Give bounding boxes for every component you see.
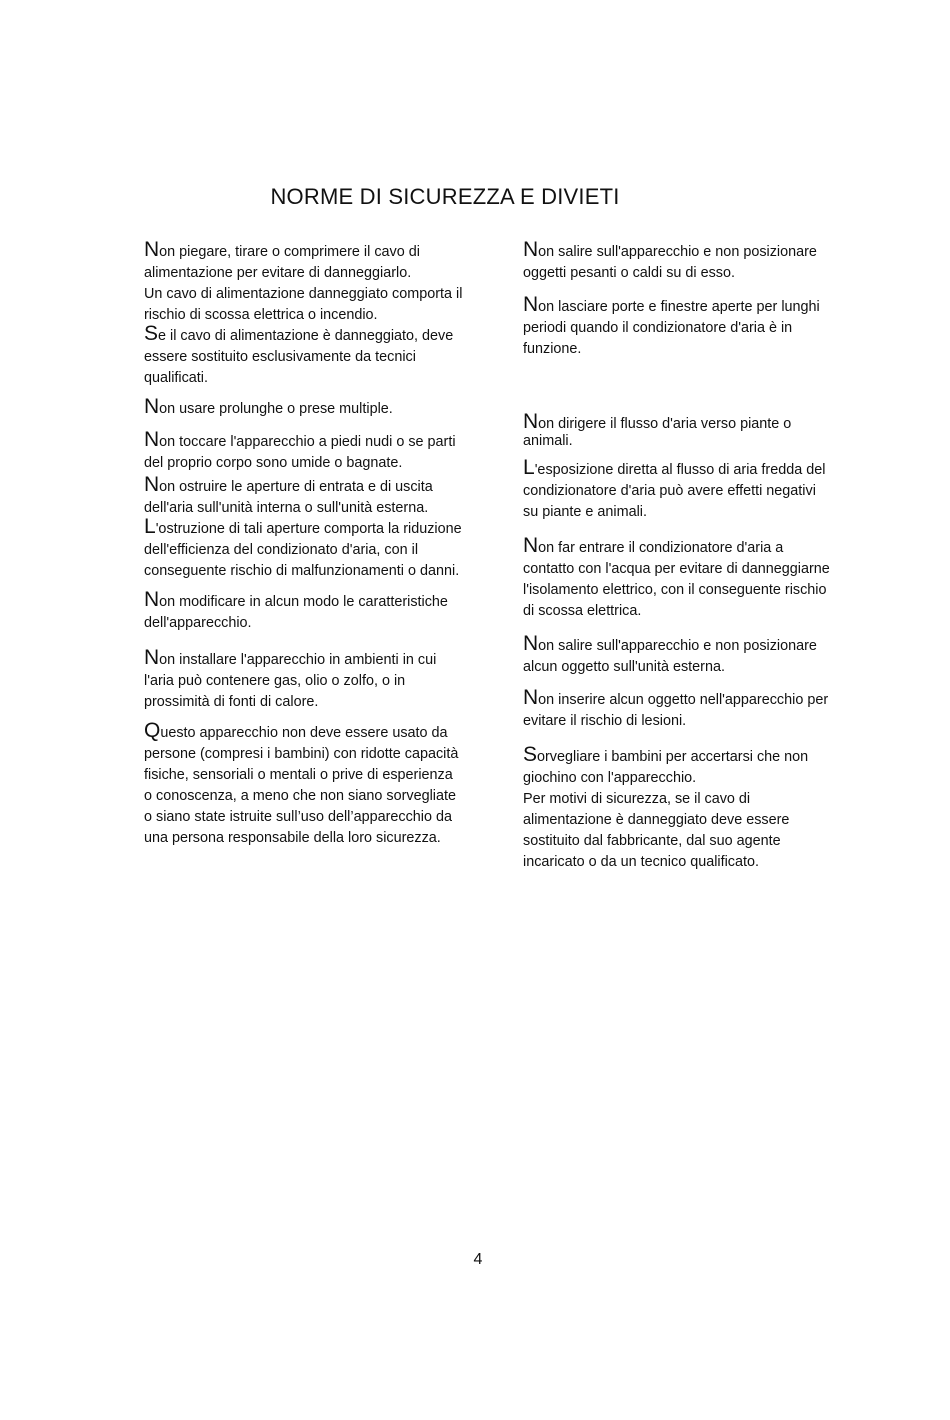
paragraph-water-contact [523,534,833,622]
right-column [523,238,833,873]
sentence-text: on installare l'apparecchio in ambienti in cui l'aria può contenere gas, olio o zolfo, o in prossimità di fonti di calore. [144,652,437,710]
drop-cap: N [523,238,539,261]
sentence-text: 'esposizione diretta al flusso di aria fredda del condizionatore d'aria può avere effetti negativi su piante e animali. [523,462,826,520]
sentence [523,789,833,873]
drop-cap: S [144,322,159,345]
paragraph-no-climbing [523,238,833,284]
drop-cap: N [144,395,160,418]
paragraph-modify [144,588,464,634]
paragraph-install-environment [144,646,464,713]
sentence-text: on dirigere il flusso d'aria verso piante o animali. [523,416,792,449]
sentence [144,322,464,389]
paragraph-reduced-capacity [144,719,464,849]
drop-cap: Q [144,719,161,742]
drop-cap: N [523,534,539,557]
sentence-text: Un cavo di alimentazione danneggiato comporta il rischio di scossa elettrica o incendio. [144,286,463,323]
sentence-text: on salire sull'apparecchio e non posizionare oggetti pesanti o caldi su di esso. [523,244,817,281]
sentence-text: 'ostruzione di tali aperture comporta la riduzione dell'efficienza del condizionato d'aria, con il conseguente rischio di malfunzionamenti o danni. [144,521,462,579]
drop-cap: N [144,646,160,669]
drop-cap: N [144,238,160,261]
sentence [144,473,464,519]
paragraph-bare-feet [144,428,464,474]
sentence-text: on piegare, tirare o comprimere il cavo di alimentazione per evitare di danneggiarlo. [144,244,420,281]
sentence-text: on ostruire le aperture di entrata e di uscita dell'aria sull'unità interna o sull'unità esterna. [144,479,433,516]
sentence-text: e il cavo di alimentazione è danneggiato, deve essere sostituito esclusivamente da tecnici qualificati. [144,328,454,386]
left-column [144,238,464,849]
sentence-text: on inserire alcun oggetto nell'apparecchio per evitare il rischio di lesioni. [523,692,829,729]
paragraph-cold-air-exposure [523,456,833,523]
paragraph-insert-objects [523,686,833,732]
sentence-text: on modificare in alcun modo le caratteristiche dell'apparecchio. [144,594,448,631]
sentence [144,515,464,582]
sentence-text: on lasciare porte e finestre aperte per lunghi periodi quando il condizionatore d'aria è in funzione. [523,299,820,357]
sentence-text: on toccare l'apparecchio a piedi nudi o se parti del proprio corpo sono umide o bagnate. [144,434,456,471]
drop-cap: L [523,456,535,479]
sentence-text: orvegliare i bambini per accertarsi che non giochino con l'apparecchio. [523,749,809,786]
paragraph-doors-windows [523,293,833,360]
drop-cap: S [523,743,538,766]
page-number: 4 [473,1251,483,1268]
drop-cap: L [144,515,156,538]
sentence-text: on salire sull'apparecchio e non posizionare alcun oggetto sull'unità esterna. [523,638,817,675]
sentence-text: uesto apparecchio non deve essere usato da persone (compresi i bambini) con ridotte capacità fisiche, sensoriali o mentali o prive di esperienza o conoscenza, a meno che non siano sorvegliate o siano state istruite sull’uso dell’apparecchio da una persona responsabile della loro sicurezza. [144,725,459,846]
paragraph-extensions [144,395,464,420]
drop-cap: N [144,428,160,451]
paragraph-airflow-direction [523,410,833,450]
sentence-text: Per motivi di sicurezza, se il cavo di alimentazione è danneggiato deve essere sostituito dal fabbricante, dal suo agente incaricato o da un tecnico qualificato. [523,791,790,870]
drop-cap: N [523,410,539,433]
paragraph-children-supervision [523,743,833,873]
drop-cap: N [523,293,539,316]
sentence [144,238,464,284]
paragraph-power-cable [144,238,464,389]
drop-cap: N [144,473,160,496]
paragraph-outdoor-unit [523,632,833,678]
drop-cap: N [523,686,539,709]
sentence-text: on far entrare il condizionatore d'aria a contatto con l'acqua per evitare di danneggiarne l'isolamento elettrico, con il conseguente rischio di scossa elettrica. [523,540,830,619]
sentence [144,284,464,326]
page-title: NORME DI SICUREZZA E DIVIETI [270,184,620,209]
sentence-text: on usare prolunghe o prese multiple. [159,401,393,417]
drop-cap: N [144,588,160,611]
drop-cap: N [523,632,539,655]
paragraph-air-openings [144,473,464,582]
sentence [523,743,833,789]
